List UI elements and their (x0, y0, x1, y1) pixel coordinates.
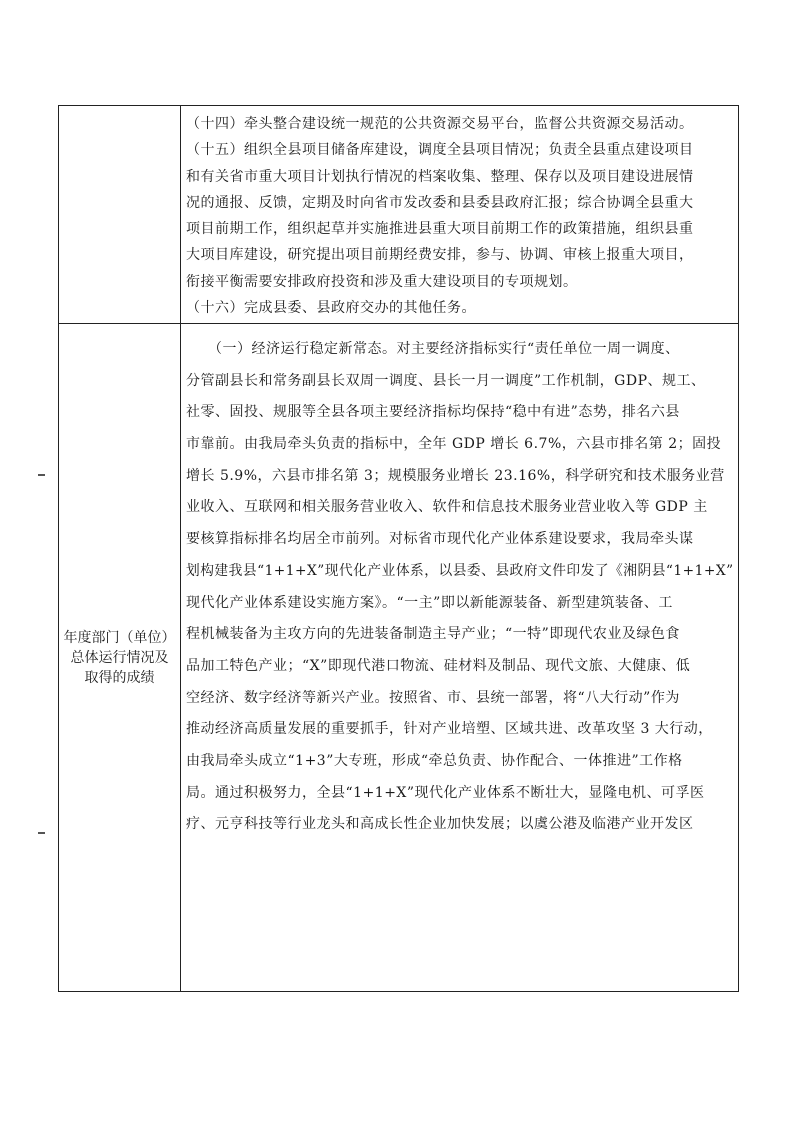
text-line: 空经济、数字经济等新兴产业。按照省、市、县统一部署，将“八大行动”作为 (186, 689, 680, 706)
achievements-text (186, 334, 734, 841)
row-label (59, 324, 180, 991)
row-label-line: 取得的成绩 (84, 669, 155, 686)
text-line: 业收入、互联网和相关服务营业收入、软件和信息技术服务业营业收入等 GDP 主 (186, 499, 708, 516)
text-line: 由我局牵头成立“1+3”大专班，形成“牵总负责、协作配合、一体推进”工作格 (186, 752, 683, 769)
margin-mark (38, 832, 45, 834)
label-cell-empty (59, 106, 180, 323)
text-line: 衔接平衡需要安排政府投资和涉及重大建设项目的专项规划。 (186, 273, 578, 290)
functions-text (186, 111, 734, 321)
column-divider (180, 106, 181, 323)
text-line: 疗、元亨科技等行业龙头和高成长性企业加快发展；以虞公港及临港产业开发区 (186, 816, 694, 833)
text-line: 现代化产业体系建设实施方案》。“一主”即以新能源装备、新型建筑装备、工 (186, 594, 673, 611)
text-line: （一）经济运行稳定新常态。对主要经济指标实行“责任单位一周一调度、 (186, 341, 680, 357)
text-line: 划构建我县“1+1+X”现代化产业体系，以县委、县政府文件印发了《湘阴县“1+1+X” (186, 562, 734, 579)
table-row-functions (59, 106, 738, 324)
text-line: 市靠前。由我局牵头负责的指标中，全年 GDP 增长 6.7%，六县市排名第 2；固投 (186, 436, 722, 453)
text-line: 项目前期工作，组织起草并实施推进县重大项目前期工作的政策措施，组织县重 (186, 221, 694, 238)
text-line: 局。通过积极努力，全县“1+1+X”现代化产业体系不断壮大，显隆电机、可孚医 (186, 784, 705, 801)
margin-mark (38, 474, 45, 476)
text-line: 程机械装备为主攻方向的先进装备制造主导产业；“一特”即现代农业及绿色食 (186, 626, 680, 643)
text-line: 社零、固投、规服等全县各项主要经济指标均保持“稳中有进”态势，排名六县 (186, 404, 680, 421)
table-row-achievements (59, 324, 738, 991)
row-label-line: 总体运行情况及 (70, 649, 169, 666)
text-line: 分管副县长和常务副县长双周一调度、县长一月一调度”工作机制，GDP、规工、 (186, 372, 706, 389)
text-line: 和有关省市重大项目计划执行情况的档案收集、整理、保存以及项目建设进展情 (186, 168, 694, 185)
text-line: 要核算指标排名均居全市前列。对标省市现代化产业体系建设要求，我局牵头谋 (186, 531, 694, 548)
text-line: （十四）牵头整合建设统一规范的公共资源交易平台，监督公共资源交易活动。 (186, 116, 694, 132)
row-label-line: 年度部门（单位） (63, 629, 176, 646)
column-divider (180, 324, 181, 991)
text-line: 品加工特色产业；“X”即现代港口物流、硅材料及制品、现代文旅、大健康、低 (186, 657, 691, 674)
text-line: 增长 5.9%，六县市排名第 3；规模服务业增长 23.16%，科学研究和技术服务业营 (186, 467, 725, 484)
info-table (58, 105, 739, 992)
text-line: （十五）组织全县项目储备库建设，调度全县项目情况；负责全县重点建设项目 (186, 142, 694, 159)
text-line: 况的通报、反馈，定期及时向省市发改委和县委县政府汇报；综合协调全县重大 (186, 194, 694, 211)
text-line: 大项目库建设，研究提出项目前期经费安排，参与、协调、审核上报重大项目， (186, 247, 694, 264)
text-line: （十六）完成县委、县政府交办的其他任务。 (186, 300, 476, 317)
text-line: 推动经济高质量发展的重要抓手，针对产业培塑、区域共进、改革攻坚 3 大行动， (186, 721, 713, 738)
